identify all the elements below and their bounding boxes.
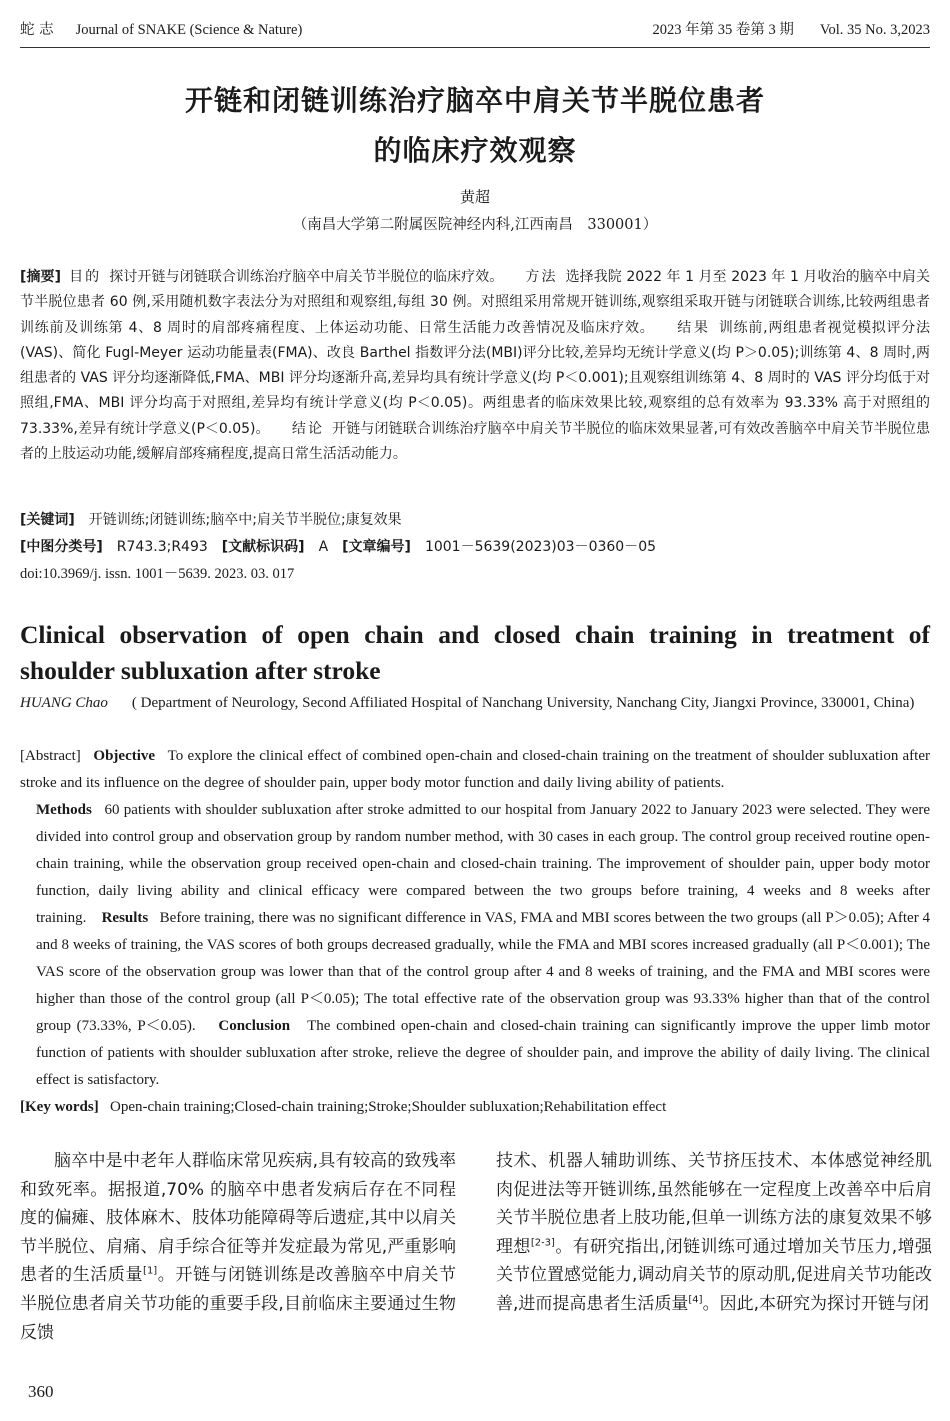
classification-line xyxy=(20,535,930,560)
objective-label: 目的 xyxy=(69,269,102,285)
running-head-left xyxy=(20,18,302,39)
citation-1: [1] xyxy=(143,1265,158,1277)
body-text-right-2: 。有研究指出,闭链训练可通过增加关节压力,增强关节位置感觉能力,调动肩关节的原动肌,促进肩关节功能改善,进而提高患者生活质量 xyxy=(496,1236,933,1314)
english-author: HUANG Chao xyxy=(20,695,108,711)
clc-label: [中图分类号] xyxy=(20,539,103,555)
english-results-text: Before training, there was no significant difference in VAS, FMA and MBI scores between the two groups (all P＞0.05); After 4 and 8 weeks of training, the VAS scores of both groups decreased gradually, while the FMA and MBI scores increased gradually (all P＜0.001); The VAS score of the observation group was lower than that of the control group after 4 and 8 weeks of training, and the FMA and MBI scores were higher than those of the control group (all P＜0.05); The total effective rate of the observation group was 93.33% higher than that of the control group (73.33%, P＜0.05). xyxy=(36,910,931,1034)
english-keywords xyxy=(20,1094,930,1121)
doi-line: doi:10.3969/j. issn. 1001－5639. 2023. 03. 017 xyxy=(20,566,295,582)
chinese-title-line-2: 的临床疗效观察 xyxy=(373,134,577,167)
english-abstract xyxy=(20,743,930,1094)
chinese-title-line-1: 开链和闭链训练治疗脑卒中肩关节半脱位患者 xyxy=(184,84,765,117)
english-results-label: Results xyxy=(101,910,149,926)
english-methods-label: Methods xyxy=(36,802,92,818)
body-text-right-3: 。因此,本研究为探讨开链与闭 xyxy=(702,1293,929,1314)
body-column-left xyxy=(20,1147,456,1347)
objective-text: 探讨开链与闭链联合训练治疗脑卒中肩关节半脱位的临床疗效。 xyxy=(109,269,504,285)
methods-label: 方法 xyxy=(525,269,558,285)
body-text-left-2: 。开链与闭链训练是改善脑卒中肩关节半脱位患者肩关节功能的重要手段,目前临床主要通过生物反馈 xyxy=(20,1265,457,1343)
conclusion-label: 结论 xyxy=(291,420,325,437)
keywords-text: 开链训练;闭链训练;脑卒中;肩关节半脱位;康复效果 xyxy=(88,512,402,528)
body-text-left-1: 脑卒中是中老年人群临床常见疾病,具有较高的致残率和致死率。据报道,70% 的脑卒中患者发病后存在不同程度的偏瘫、肢体麻木、肢体功能障碍等后遗症,其中以肩关节半脱位、肩痛、肩手综合征等并发症最为常见,严重影响患者的生活质量 xyxy=(20,1151,456,1286)
english-objective-text: To explore the clinical effect of combined open-chain and closed-chain training on the treatment of shoulder subluxation after stroke and its influence on the degree of shoulder pain, upper body motor function and daily living ability of patients. xyxy=(20,748,931,791)
chinese-abstract xyxy=(20,265,930,467)
body-paragraph-left xyxy=(20,1147,456,1347)
results-label: 结果 xyxy=(676,319,711,336)
abstract-label: [摘要] xyxy=(20,269,62,285)
doc-code-label: [文献标识码] xyxy=(221,539,305,555)
english-affiliation: ( Department of Neurology, Second Affiliated Hospital of Nanchang University, Nanchang City, Jiangxi Province, 330001, China) xyxy=(131,695,915,711)
journal-name-en: Journal of SNAKE (Science & Nature) xyxy=(75,22,303,38)
english-abstract-objective-paragraph xyxy=(20,743,930,797)
body-paragraph-right xyxy=(496,1147,932,1319)
english-objective-label: Objective xyxy=(93,748,156,764)
english-conclusion-label: Conclusion xyxy=(218,1018,291,1034)
english-methods-text: 60 patients with shoulder subluxation after stroke admitted to our hospital from January 2022 to January 2023 were selected. They were divided into control group and observation group by random number method, with 30 cases in each group. The control group received routine open-chain training, while the observation group received open-chain and closed-chain training. The improvement of shoulder pain, upper body motor function, daily living ability and clinical efficacy were compared between the two groups before training, 4 weeks and 8 weeks after training. xyxy=(36,802,930,926)
conclusion-text: 开链与闭链联合训练治疗脑卒中肩关节半脱位的临床效果显著,可有效改善脑卒中肩关节半脱位患者的上肢运动功能,缓解肩部疼痛程度,提高日常生活活动能力。 xyxy=(20,420,930,463)
issue-cn: 2023 年第 35 卷第 3 期 xyxy=(652,22,794,38)
citation-2-3: [2-3] xyxy=(530,1237,555,1249)
english-author-line xyxy=(20,690,930,716)
article-number-value: 1001－5639(2023)03－0360－05 xyxy=(424,539,657,555)
chinese-author: 黄超 xyxy=(459,188,490,206)
english-keywords-text: Open-chain training;Closed-chain training;Stroke;Shoulder subluxation;Rehabilitation effect xyxy=(110,1099,667,1115)
citation-4: [4] xyxy=(688,1294,703,1306)
english-abstract-label: [Abstract] xyxy=(20,748,81,764)
english-conclusion-text: The combined open-chain and closed-chain training can significantly improve the upper limb motor function of patients with shoulder subluxation after stroke, relieve the degree of shoulder pain, and improve the ability of daily living. The clinical effect is satisfactory. xyxy=(36,1018,931,1088)
english-title: Clinical observation of open chain and closed chain training in treatment of shoulder subluxation after stroke xyxy=(20,620,930,685)
keywords-label: [关键词] xyxy=(20,512,75,528)
methods-text: 选择我院 2022 年 1 月至 2023 年 1 月收治的脑卒中肩关节半脱位患者 60 例,采用随机数字表法分为对照组和观察组,每组 30 例。对照组采用常规开链训练,观察组采取开链与闭链联合训练,比较两组患者训练前及训练第 4、8 周时的肩部疼痛程度、上体运动功能、日常生活能力改善情况及临床疗效。 xyxy=(20,269,931,336)
doc-code-value: A xyxy=(318,539,329,555)
body-text-right-1: 技术、机器人辅助训练、关节挤压技术、本体感觉神经肌肉促进法等开链训练,虽然能够在一定程度上改善卒中后肩关节半脱位患者上肢功能,但单一训练方法的康复效果不够理想 xyxy=(496,1151,932,1257)
running-head-right xyxy=(653,18,930,39)
results-text: 训练前,两组患者视觉模拟评分法(VAS)、简化 Fugl-Meyer 运动功能量表(FMA)、改良 Barthel 指数评分法(MBI)评分比较,差异均无统计学意义(均 P＞0.05);训练第 4、8 周时,两组患者的 VAS 评分均逐渐降低,FMA、MBI 评分均逐渐升高,差异均具有统计学意义(均 P＜0.001);且观察组训练第 4、8 周时的 VAS 评分均低于对照组,FMA、MBI 评分均高于对照组,差异均有统计学意义(均 P＜0.05)。两组患者的临床效果比较,观察组的总有效率为 93.33% 高于对照组的 73.33%,差异有统计学意义(P＜0.05)。 xyxy=(20,319,931,437)
chinese-affiliation: （南昌大学第二附属医院神经内科,江西南昌 330001） xyxy=(292,217,658,233)
article-number-label: [文章编号] xyxy=(342,539,411,555)
journal-name-cn: 蛇 志 xyxy=(20,22,54,38)
chinese-title xyxy=(40,76,910,176)
clc-value: R743.3;R493 xyxy=(116,539,208,555)
chinese-keywords xyxy=(20,508,930,533)
header-rule xyxy=(20,47,930,48)
english-abstract-methods-paragraph xyxy=(20,797,930,1094)
english-keywords-label: [Key words] xyxy=(20,1099,99,1115)
page-number: 360 xyxy=(28,1382,54,1401)
issue-en: Vol. 35 No. 3,2023 xyxy=(819,22,930,38)
body-column-right xyxy=(496,1147,932,1319)
running-head xyxy=(20,18,930,44)
